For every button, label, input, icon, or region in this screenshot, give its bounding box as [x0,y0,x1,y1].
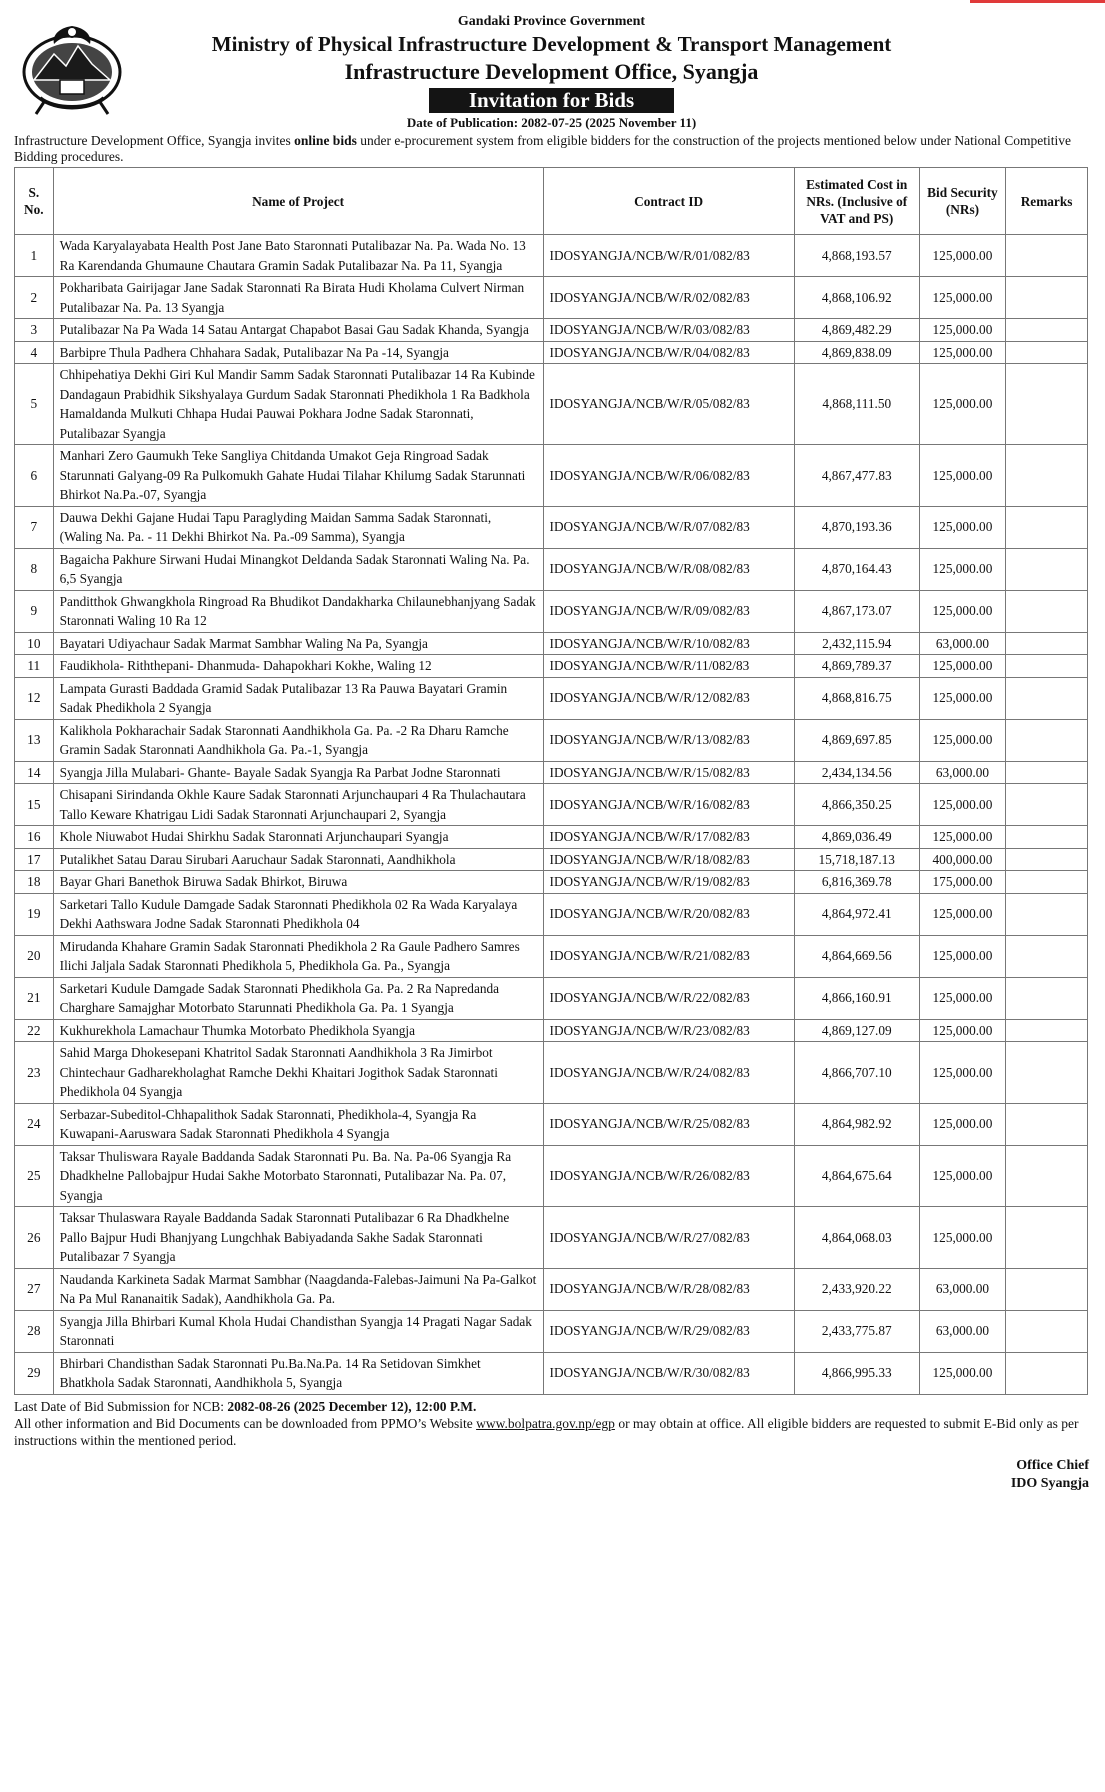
signature-block [14,1457,1089,1493]
cell-bid-security: 125,000.00 [919,719,1005,761]
cell-sn: 29 [15,1352,54,1394]
cell-bid-security: 125,000.00 [919,364,1005,445]
header-sn: S. No. [15,168,54,235]
cell-bid-security: 125,000.00 [919,826,1005,849]
cell-sn: 1 [15,235,54,277]
table-row [15,445,1088,507]
cell-estimated-cost: 4,869,838.09 [794,341,919,364]
table-row [15,848,1088,871]
cell-bid-security: 125,000.00 [919,1103,1005,1145]
cell-bid-security: 125,000.00 [919,935,1005,977]
cell-project-name: Dauwa Dekhi Gajane Hudai Tapu Paraglyding Maidan Samma Sadak Staronnati, (Waling Na. Pa. - 11 Dekhi Bhirkot Na. Pa.-09 Samma), Syangja [53,506,543,548]
table-row [15,1352,1088,1394]
cell-estimated-cost: 4,869,789.37 [794,655,919,678]
cell-bid-security: 125,000.00 [919,1019,1005,1042]
cell-bid-security: 125,000.00 [919,548,1005,590]
table-row [15,655,1088,678]
cell-estimated-cost: 2,432,115.94 [794,632,919,655]
cell-remarks [1006,445,1088,507]
intro-text-2: under e-procurement system from eligible bidders for the construction of the projects mentioned below under National Competitive Bidding procedures. [14,133,1072,164]
cell-estimated-cost: 2,433,775.87 [794,1310,919,1352]
table-row [15,319,1088,342]
cell-remarks [1006,1042,1088,1104]
cell-remarks [1006,1019,1088,1042]
table-row [15,784,1088,826]
cell-remarks [1006,977,1088,1019]
cell-contract-id: IDOSYANGJA/NCB/W/R/09/082/83 [543,590,794,632]
info-text-2: or may obtain at office. All eligible bidders are requested to submit E-Bid only as per instructions within the mentioned period. [14,1415,1079,1448]
cell-project-name: Panditthok Ghwangkhola Ringroad Ra Bhudikot Dandakharka Chilaunebhanjyang Sadak Staronnati Waling 10 Ra 12 [53,590,543,632]
cell-sn: 16 [15,826,54,849]
cell-sn: 11 [15,655,54,678]
table-row [15,590,1088,632]
cell-remarks [1006,506,1088,548]
cell-remarks [1006,364,1088,445]
cell-sn: 18 [15,871,54,894]
cell-remarks [1006,761,1088,784]
table-row [15,235,1088,277]
cell-project-name: Serbazar-Subeditol-Chhapalithok Sadak Staronnati, Phedikhola-4, Syangja Ra Kuwapani-Aaruswara Sadak Staronnati Phedikhola 4 Syangja [53,1103,543,1145]
cell-estimated-cost: 4,864,972.41 [794,893,919,935]
cell-contract-id: IDOSYANGJA/NCB/W/R/29/082/83 [543,1310,794,1352]
intro-online-bids: online bids [294,133,357,148]
download-info [14,1415,1089,1449]
table-row [15,364,1088,445]
table-row [15,632,1088,655]
table-row [15,761,1088,784]
cell-remarks [1006,277,1088,319]
cell-estimated-cost: 4,869,127.09 [794,1019,919,1042]
cell-project-name: Putalibazar Na Pa Wada 14 Satau Antargat Chapabot Basai Gau Sadak Khanda, Syangja [53,319,543,342]
bid-notice-page [14,10,1089,1493]
intro-paragraph [14,133,1089,165]
cell-bid-security: 63,000.00 [919,1268,1005,1310]
cell-project-name: Barbipre Thula Padhera Chhahara Sadak, Putalibazar Na Pa -14, Syangja [53,341,543,364]
cell-bid-security: 125,000.00 [919,506,1005,548]
cell-contract-id: IDOSYANGJA/NCB/W/R/27/082/83 [543,1207,794,1269]
cell-bid-security: 125,000.00 [919,1352,1005,1394]
cell-bid-security: 125,000.00 [919,893,1005,935]
cell-remarks [1006,319,1088,342]
cell-sn: 9 [15,590,54,632]
submission-deadline [14,1398,1089,1415]
cell-sn: 12 [15,677,54,719]
cell-sn: 7 [15,506,54,548]
cell-project-name: Khole Niuwabot Hudai Shirkhu Sadak Staronnati Arjunchaupari Syangja [53,826,543,849]
cell-remarks [1006,1310,1088,1352]
table-row [15,1268,1088,1310]
cell-estimated-cost: 4,869,036.49 [794,826,919,849]
cell-bid-security: 125,000.00 [919,677,1005,719]
cell-bid-security: 125,000.00 [919,590,1005,632]
cell-remarks [1006,871,1088,894]
cell-estimated-cost: 4,866,350.25 [794,784,919,826]
cell-bid-security: 125,000.00 [919,784,1005,826]
cell-remarks [1006,1103,1088,1145]
header-contract-id: Contract ID [543,168,794,235]
intro-text-1: Infrastructure Development Office, Syangja invites [14,133,295,148]
cell-estimated-cost: 4,864,669.56 [794,935,919,977]
cell-project-name: Pokharibata Gairijagar Jane Sadak Staronnati Ra Birata Hudi Kholama Culvert Nirman Putalibazar Na. Pa. 13 Syangja [53,277,543,319]
cell-contract-id: IDOSYANGJA/NCB/W/R/07/082/83 [543,506,794,548]
cell-estimated-cost: 4,869,697.85 [794,719,919,761]
deadline-value: 2082-08-26 (2025 December 12), 12:00 P.M. [227,1398,477,1414]
cell-contract-id: IDOSYANGJA/NCB/W/R/08/082/83 [543,548,794,590]
cell-contract-id: IDOSYANGJA/NCB/W/R/01/082/83 [543,235,794,277]
cell-estimated-cost: 4,866,707.10 [794,1042,919,1104]
cell-estimated-cost: 4,870,164.43 [794,548,919,590]
cell-remarks [1006,590,1088,632]
header-estimated-cost: Estimated Cost in NRs. (Inclusive of VAT and PS) [794,168,919,235]
cell-bid-security: 125,000.00 [919,655,1005,678]
cell-project-name: Sarketari Tallo Kudule Damgade Sadak Staronnati Phedikhola 02 Ra Wada Karyalaya Dekhi Aathswara Jodne Sadak Staronnati Phedikhola 04 [53,893,543,935]
cell-estimated-cost: 4,866,160.91 [794,977,919,1019]
cell-bid-security: 125,000.00 [919,977,1005,1019]
cell-project-name: Wada Karyalayabata Health Post Jane Bato Staronnati Putalibazar Na. Pa. Wada No. 13 Ra Karendanda Ghumaune Chautara Gramin Sadak Putalibazar Na. Pa 11, Syangja [53,235,543,277]
cell-bid-security: 63,000.00 [919,761,1005,784]
cell-contract-id: IDOSYANGJA/NCB/W/R/16/082/83 [543,784,794,826]
cell-sn: 24 [15,1103,54,1145]
cell-sn: 10 [15,632,54,655]
cell-sn: 5 [15,364,54,445]
cell-project-name: Bayatari Udiyachaur Sadak Marmat Sambhar Waling Na Pa, Syangja [53,632,543,655]
cell-sn: 27 [15,1268,54,1310]
cell-sn: 23 [15,1042,54,1104]
cell-contract-id: IDOSYANGJA/NCB/W/R/22/082/83 [543,977,794,1019]
cell-remarks [1006,1352,1088,1394]
cell-project-name: Mirudanda Khahare Gramin Sadak Staronnati Phedikhola 2 Ra Gaule Padhero Samres Ilichi Jaljala Sadak Staronnati Phedikhola 5, Phedikhola Ga. Pa., Syangja [53,935,543,977]
cell-sn: 13 [15,719,54,761]
table-row [15,548,1088,590]
cell-bid-security: 125,000.00 [919,341,1005,364]
cell-remarks [1006,1268,1088,1310]
notice-header [14,14,1089,131]
cell-estimated-cost: 4,868,111.50 [794,364,919,445]
notice-title: Invitation for Bids [429,88,674,113]
cell-project-name: Taksar Thulaswara Rayale Baddanda Sadak Staronnati Putalibazar 6 Ra Dhadkhelne Pallo Bajpur Hudi Bhanjyang Lungchhak Babiyadanda Sakhe Sadak Staronnati Putalibazar 7 Syangja [53,1207,543,1269]
cell-bid-security: 125,000.00 [919,1145,1005,1207]
cell-bid-security: 125,000.00 [919,235,1005,277]
cell-estimated-cost: 4,864,675.64 [794,1145,919,1207]
cell-project-name: Taksar Thuliswara Rayale Baddanda Sadak Staronnati Pu. Ba. Na. Pa-06 Syangja Ra Dhadkhelne Pallobajpur Hudai Sakhe Motorbato Staronnati, Putalibazar Na. Pa. 07, Syangja [53,1145,543,1207]
cell-project-name: Sahid Marga Dhokesepani Khatritol Sadak Staronnati Aandhikhola 3 Ra Jimirbot Chintechaur Gadharekholaghat Ramche Dekhi Khaitari Jogithok Sadak Staronnati Phedikhola 04 Syangja [53,1042,543,1104]
cell-remarks [1006,677,1088,719]
cell-sn: 19 [15,893,54,935]
cell-remarks [1006,1145,1088,1207]
cell-remarks [1006,341,1088,364]
cell-project-name: Faudikhola- Riththepani- Dhanmuda- Dahapokhari Kokhe, Waling 12 [53,655,543,678]
cell-sn: 14 [15,761,54,784]
cell-estimated-cost: 15,718,187.13 [794,848,919,871]
cell-estimated-cost: 4,867,477.83 [794,445,919,507]
cell-remarks [1006,655,1088,678]
cell-bid-security: 125,000.00 [919,319,1005,342]
cell-estimated-cost: 4,867,173.07 [794,590,919,632]
cell-remarks [1006,548,1088,590]
cell-project-name: Naudanda Karkineta Sadak Marmat Sambhar (Naagdanda-Falebas-Jaimuni Na Pa-Galkot Na Pa Mul Rananaitik Sadak), Aandhikhola Ga. Pa. [53,1268,543,1310]
ministry-name: Ministry of Physical Infrastructure Development & Transport Management [211,32,892,56]
cell-remarks [1006,632,1088,655]
cell-remarks [1006,719,1088,761]
cell-project-name: Kukhurekhola Lamachaur Thumka Motorbato Phedikhola Syangja [53,1019,543,1042]
cell-bid-security: 400,000.00 [919,848,1005,871]
cell-remarks [1006,893,1088,935]
corner-accent-line [970,0,1105,3]
table-row [15,871,1088,894]
cell-sn: 15 [15,784,54,826]
header-bid-security: Bid Security (NRs) [919,168,1005,235]
cell-sn: 20 [15,935,54,977]
cell-project-name: Syangja Jilla Mulabari- Ghante- Bayale Sadak Syangja Ra Parbat Jodne Staronnati [53,761,543,784]
cell-sn: 26 [15,1207,54,1269]
table-body [15,235,1088,1395]
table-row [15,1310,1088,1352]
cell-project-name: Sarketari Kudule Damgade Sadak Staronnati Phedikhola Ga. Pa. 2 Ra Napredanda Charghare Samajghar Motorbato Starunnati Phedikhola Ga. Pa. 1 Syangja [53,977,543,1019]
cell-contract-id: IDOSYANGJA/NCB/W/R/21/082/83 [543,935,794,977]
cell-bid-security: 125,000.00 [919,445,1005,507]
cell-contract-id: IDOSYANGJA/NCB/W/R/05/082/83 [543,364,794,445]
cell-bid-security: 125,000.00 [919,277,1005,319]
cell-contract-id: IDOSYANGJA/NCB/W/R/06/082/83 [543,445,794,507]
cell-project-name: Putalikhet Satau Darau Sirubari Aaruchaur Sadak Staronnati, Aandhikhola [53,848,543,871]
cell-project-name: Syangja Jilla Bhirbari Kumal Khola Hudai Chandisthan Syangja 14 Pragati Nagar Sadak Staronnati [53,1310,543,1352]
cell-contract-id: IDOSYANGJA/NCB/W/R/24/082/83 [543,1042,794,1104]
table-row [15,677,1088,719]
table-row [15,1103,1088,1145]
cell-contract-id: IDOSYANGJA/NCB/W/R/23/082/83 [543,1019,794,1042]
cell-contract-id: IDOSYANGJA/NCB/W/R/28/082/83 [543,1268,794,1310]
table-row [15,277,1088,319]
table-row [15,1042,1088,1104]
table-row [15,893,1088,935]
cell-remarks [1006,784,1088,826]
cell-bid-security: 125,000.00 [919,1042,1005,1104]
cell-bid-security: 175,000.00 [919,871,1005,894]
cell-contract-id: IDOSYANGJA/NCB/W/R/19/082/83 [543,871,794,894]
cell-estimated-cost: 4,864,982.92 [794,1103,919,1145]
cell-estimated-cost: 4,868,193.57 [794,235,919,277]
cell-sn: 21 [15,977,54,1019]
cell-project-name: Bhirbari Chandisthan Sadak Staronnati Pu.Ba.Na.Pa. 14 Ra Setidovan Simkhet Bhatkhola Sadak Staronnati, Aandhikhola 5, Syangja [53,1352,543,1394]
table-row [15,1145,1088,1207]
publication-date: Date of Publication: 2082-07-25 (2025 November 11) [406,115,697,130]
cell-contract-id: IDOSYANGJA/NCB/W/R/12/082/83 [543,677,794,719]
cell-estimated-cost: 4,870,193.36 [794,506,919,548]
cell-contract-id: IDOSYANGJA/NCB/W/R/13/082/83 [543,719,794,761]
cell-contract-id: IDOSYANGJA/NCB/W/R/15/082/83 [543,761,794,784]
projects-table [14,167,1088,1395]
cell-estimated-cost: 2,433,920.22 [794,1268,919,1310]
cell-contract-id: IDOSYANGJA/NCB/W/R/18/082/83 [543,848,794,871]
table-row [15,341,1088,364]
cell-remarks [1006,235,1088,277]
table-row [15,935,1088,977]
cell-sn: 4 [15,341,54,364]
cell-sn: 2 [15,277,54,319]
signatory-title: Office Chief [1016,1457,1089,1473]
cell-contract-id: IDOSYANGJA/NCB/W/R/11/082/83 [543,655,794,678]
cell-bid-security: 125,000.00 [919,1207,1005,1269]
cell-project-name: Lampata Gurasti Baddada Gramid Sadak Putalibazar 13 Ra Pauwa Bayatari Gramin Sadak Phedikhola 2 Syangja [53,677,543,719]
cell-contract-id: IDOSYANGJA/NCB/W/R/03/082/83 [543,319,794,342]
info-text-1: All other information and Bid Documents can be downloaded from PPMO’s Website [14,1415,477,1431]
government-name: Gandaki Province Government [457,14,646,29]
deadline-label: Last Date of Bid Submission for NCB: [14,1398,228,1414]
table-row [15,826,1088,849]
cell-estimated-cost: 4,868,816.75 [794,677,919,719]
cell-estimated-cost: 4,866,995.33 [794,1352,919,1394]
cell-contract-id: IDOSYANGJA/NCB/W/R/25/082/83 [543,1103,794,1145]
cell-contract-id: IDOSYANGJA/NCB/W/R/20/082/83 [543,893,794,935]
cell-estimated-cost: 2,434,134.56 [794,761,919,784]
cell-remarks [1006,848,1088,871]
cell-bid-security: 63,000.00 [919,1310,1005,1352]
cell-sn: 8 [15,548,54,590]
cell-estimated-cost: 4,869,482.29 [794,319,919,342]
cell-bid-security: 63,000.00 [919,632,1005,655]
table-row [15,719,1088,761]
header-project-name: Name of Project [53,168,543,235]
cell-contract-id: IDOSYANGJA/NCB/W/R/26/082/83 [543,1145,794,1207]
cell-sn: 25 [15,1145,54,1207]
header-remarks: Remarks [1006,168,1088,235]
ppmo-website-link[interactable]: www.bolpatra.gov.np/egp [476,1415,615,1431]
cell-contract-id: IDOSYANGJA/NCB/W/R/30/082/83 [543,1352,794,1394]
cell-remarks [1006,1207,1088,1269]
cell-contract-id: IDOSYANGJA/NCB/W/R/04/082/83 [543,341,794,364]
signatory-office: IDO Syangja [1010,1475,1089,1491]
cell-contract-id: IDOSYANGJA/NCB/W/R/10/082/83 [543,632,794,655]
cell-project-name: Bagaicha Pakhure Sirwani Hudai Minangkot Deldanda Sadak Staronnati Waling Na. Pa. 6,5 Syangja [53,548,543,590]
table-header-row [15,168,1088,235]
cell-estimated-cost: 4,864,068.03 [794,1207,919,1269]
cell-sn: 17 [15,848,54,871]
cell-sn: 28 [15,1310,54,1352]
cell-project-name: Chhipehatiya Dekhi Giri Kul Mandir Samm Sadak Staronnati Putalibazar 14 Ra Kubinde Dandagaun Prabidhik Sikshyalaya Gurdum Sadak Staronnati Phedikhola 1 Ra Badkhola Hamaldanda Mulkuti Chhapa Hudai Pauwai Pokhara Jodne Sadak Staronnati, Putalibazar Syangja [53,364,543,445]
table-row [15,1207,1088,1269]
cell-remarks [1006,826,1088,849]
cell-sn: 3 [15,319,54,342]
table-row [15,1019,1088,1042]
cell-project-name: Kalikhola Pokharachair Sadak Staronnati Aandhikhola Ga. Pa. -2 Ra Dharu Ramche Gramin Sadak Staronnati Aandhikhola Ga. Pa.-1, Syangja [53,719,543,761]
notice-footer [14,1398,1089,1449]
cell-remarks [1006,935,1088,977]
office-name: Infrastructure Development Office, Syangja [344,59,759,84]
cell-sn: 22 [15,1019,54,1042]
cell-project-name: Chisapani Sirindanda Okhle Kaure Sadak Staronnati Arjunchaupari 4 Ra Thulachautara Tallo Keware Khatrigau Lidi Sadak Staronnati Arjunchaupari 2, Syangja [53,784,543,826]
cell-contract-id: IDOSYANGJA/NCB/W/R/17/082/83 [543,826,794,849]
cell-contract-id: IDOSYANGJA/NCB/W/R/02/082/83 [543,277,794,319]
table-row [15,506,1088,548]
cell-estimated-cost: 6,816,369.78 [794,871,919,894]
table-row [15,977,1088,1019]
cell-estimated-cost: 4,868,106.92 [794,277,919,319]
cell-project-name: Manhari Zero Gaumukh Teke Sangliya Chitdanda Umakot Geja Ringroad Sadak Starunnati Galyang-09 Ra Pulkomukh Gahate Hudai Tilahar Khilumg Sadak Starunnati Bhirkot Na.Pa.-07, Syangja [53,445,543,507]
cell-project-name: Bayar Ghari Banethok Biruwa Sadak Bhirkot, Biruwa [53,871,543,894]
cell-sn: 6 [15,445,54,507]
